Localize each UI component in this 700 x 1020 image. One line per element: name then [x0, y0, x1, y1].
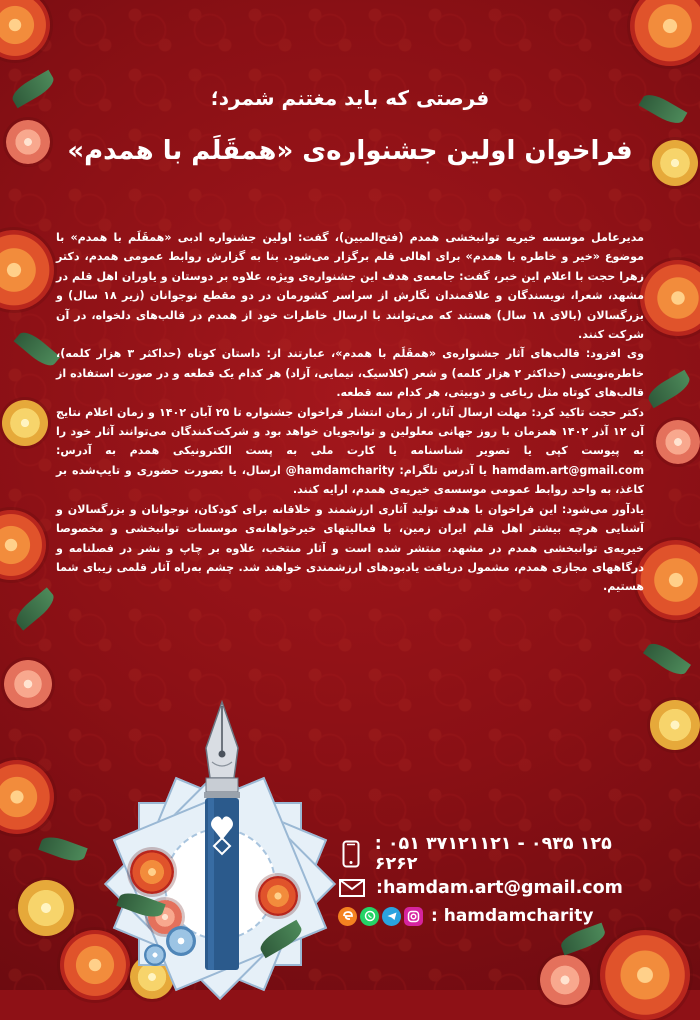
- article-paragraph: مدیرعامل موسسه خیریه توانبخشی همدم (فتح‌المبین)، گفت: اولین جشنواره ادبی «همقَلَم با همدم» با موضوع «خیر و خاطره با همدم» برای اهالی قلم برگزار می‌شود. بنا به گزارش روابط عمومی همدم، دکتر زهرا حجت با اعلام این خبر، گفت: جامعه‌ی هدف این جشنواره‌ی ویژه، علاوه بر دوستان و یاوران اهل قلم در مشهد، شعرا، نویسندگان و علاقمندان نگارش از سراسر کشورمان در دو مقطع نوجوانان (زیر ۱۸ سال) و بزرگسالان (بالای ۱۸ سال) هستند که می‌توانند با ارسال خاطرات خود از همدم در قالب‌های دلخواه، در آن شرکت کنند.: [56, 231, 644, 342]
- flower-decoration: [600, 930, 690, 1020]
- flower-decoration: [130, 850, 174, 894]
- phone-contact: [338, 834, 648, 874]
- article-paragraph: یادآور می‌شود: این فراخوان با هدف تولید آثاری ارزشمند و خلاقانه برای کودکان، نوجوانان و بزرگسالان و آشنایی هرچه بیشتر اهل قلم ایران زمین، با فعالیتهای خیرخواهانه‌ی موسسات توانبخشی و مخصوصا خیریه‌ی توانبخشی همدم در مشهد، منتشر شده است و آثار منتخب، علاوه بر چاپ و نشر در فصلنامه و درگاههای مجازی همدم، مشمول دریافت یادبودهای ارزشمندی خواهند شد. چشم به‌راه آثار قلمی زیبای شما هستیم.: [56, 502, 644, 594]
- whatsapp-icon[interactable]: [360, 907, 379, 926]
- flower-decoration: [258, 876, 298, 916]
- flower-decoration: [2, 400, 48, 446]
- headline-title: فراخوان اولین جشنواره‌ی «همقَلَم با همدم»: [67, 136, 633, 166]
- telegram-icon[interactable]: [382, 907, 401, 926]
- email-contact: [338, 874, 648, 902]
- headline-subtitle: فرصتی که باید مغتنم شمرد؛: [210, 86, 490, 110]
- social-icons: [338, 907, 423, 926]
- social-handle[interactable]: : hamdamcharity: [431, 906, 594, 926]
- social-contact: [338, 906, 648, 926]
- article-paragraph: وی افزود: قالب‌های آثار جشنواره‌ی «همقَلَم با همدم»، عبارتند از: داستان کوتاه (حداکثر ۳ هزار کلمه)، خاطره‌نویسی (حداکثر ۲ هزار کلمه) و شعر (کلاسیک، نیمایی، آزاد) هر کدام یک قطعه و در صورت استفاده از قالب‌های کوتاه مثل رباعی و دوبیتی، هر کدام سه قطعه.: [56, 347, 644, 400]
- mail-icon: [338, 874, 366, 902]
- phone-icon: [338, 840, 365, 868]
- eitaa-icon[interactable]: [338, 907, 357, 926]
- pen-emblem: [108, 700, 328, 970]
- instagram-icon[interactable]: [404, 907, 423, 926]
- phone-numbers: : ۰۵۱ ۳۷۱۲۱۱۲۱ - ۰۹۳۵ ۱۲۵ ۶۲۶۲: [374, 834, 612, 874]
- article-body: [56, 228, 644, 597]
- flower-decoration: [650, 700, 700, 750]
- flower-decoration: [4, 660, 52, 708]
- flower-decoration: [540, 955, 590, 1005]
- email-address[interactable]: :hamdam.art@gmail.com: [376, 878, 623, 898]
- headline: [40, 86, 660, 166]
- fountain-pen-icon: [192, 700, 252, 970]
- article-paragraph: دکتر حجت تاکید کرد: مهلت ارسال آثار، از زمان انتشار فراخوان جشنواره تا ۲۵ آبان ۱۴۰۲ و زمان اعلام نتایج آن ۱۲ آذر ۱۴۰۲ همزمان با روز جهانی معلولین و توانجویان خواهد بود و شرکت‌کنندگان می‌توانند آثار خود را به پیوست کپی یا تصویر شناسنامه یا کارت ملی به پست الکترونیکی همدم به آدرس: hamdam.art@gmail.com یا آدرس تلگرام: hamdamcharity@ ارسال، یا بصورت حضوری و تایپ‌شده بر کاغذ، به واحد روابط عمومی موسسه‌ی خیریه‌ی همدم، ارایه کنند.: [56, 405, 645, 497]
- flower-decoration: [18, 880, 74, 936]
- blue-flower-decoration: [144, 944, 166, 966]
- flower-decoration: [656, 420, 700, 464]
